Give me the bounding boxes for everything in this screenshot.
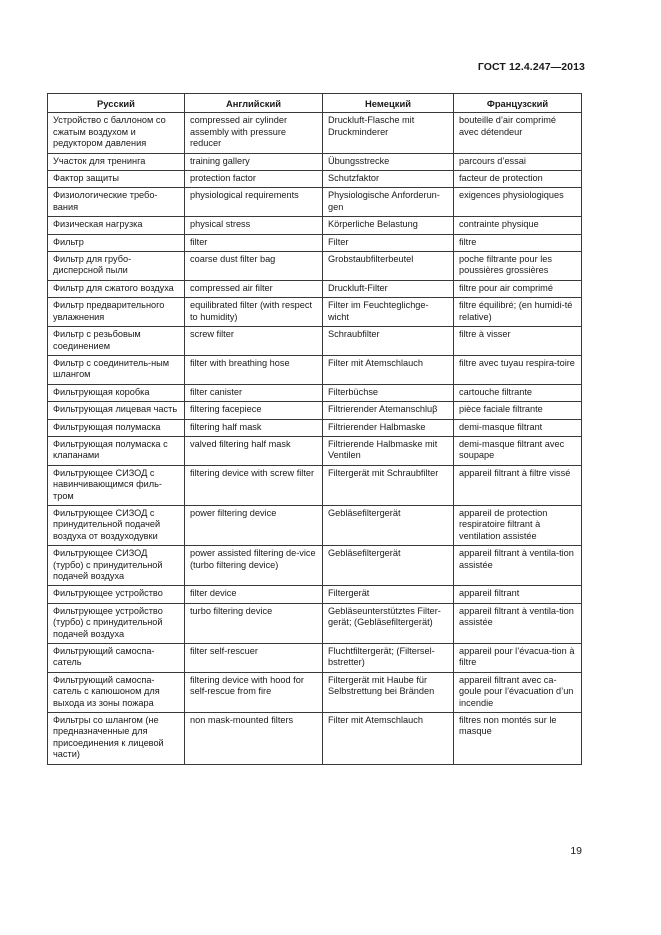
cell-french: appareil de protection respiratoire filtrant à ventilation assistée (454, 505, 582, 545)
cell-english: compressed air filter (185, 280, 323, 297)
cell-english: filtering facepiece (185, 402, 323, 419)
cell-russian: Физическая нагрузка (48, 217, 185, 234)
cell-french: cartouche filtrante (454, 384, 582, 401)
table-body (48, 113, 582, 764)
cell-russian: Фильтры со шлангом (не предназначенные для присоединения к лицевой части) (48, 713, 185, 765)
cell-english: power assisted filtering de-vice (turbo filtering device) (185, 546, 323, 586)
cell-german: Filtergerät mit Haube für Selbstrettung bei Bränden (323, 672, 454, 712)
cell-french: pièce faciale filtrante (454, 402, 582, 419)
cell-russian: Фильтрующий самоспа-сатель с капюшоном для выхода из зоны пожара (48, 672, 185, 712)
cell-french: filtre à visser (454, 327, 582, 356)
cell-german: Druckluft-Flasche mit Druckminderer (323, 113, 454, 153)
cell-english: filter self-rescuer (185, 644, 323, 673)
table-row (48, 298, 582, 327)
cell-english: filter canister (185, 384, 323, 401)
cell-russian: Фильтрующее устройство (48, 586, 185, 603)
cell-french: appareil filtrant (454, 586, 582, 603)
cell-german: Schraubfilter (323, 327, 454, 356)
table-row (48, 113, 582, 153)
cell-english: filtering device with screw filter (185, 465, 323, 505)
cell-english: screw filter (185, 327, 323, 356)
column-header-russian: Русский (48, 94, 185, 113)
cell-russian: Участок для тренинга (48, 153, 185, 170)
cell-english: equilibrated filter (with respect to humidity) (185, 298, 323, 327)
cell-english: filtering device with hood for self-rescue from fire (185, 672, 323, 712)
cell-german: Filter mit Atemschlauch (323, 355, 454, 384)
cell-english: filter device (185, 586, 323, 603)
cell-russian: Фактор защиты (48, 171, 185, 188)
standard-code: ГОСТ 12.4.247—2013 (477, 61, 585, 73)
cell-english: training gallery (185, 153, 323, 170)
table-row (48, 252, 582, 281)
table-row (48, 465, 582, 505)
table-row (48, 586, 582, 603)
table-row (48, 419, 582, 436)
table-row (48, 402, 582, 419)
table-row (48, 280, 582, 297)
cell-french: poche filtrante pour les poussières grossières (454, 252, 582, 281)
column-header-french: Французский (454, 94, 582, 113)
cell-german: Filter (323, 234, 454, 251)
column-header-german: Немецкий (323, 94, 454, 113)
cell-english: non mask-mounted filters (185, 713, 323, 765)
cell-russian: Фильтр с резьбовым соединением (48, 327, 185, 356)
cell-english: compressed air cylinder assembly with pressure reducer (185, 113, 323, 153)
cell-german: Gebläsefiltergerät (323, 546, 454, 586)
cell-german: Grobstaubfilterbeutel (323, 252, 454, 281)
cell-french: appareil pour l’évacua-tion à filtre (454, 644, 582, 673)
cell-french: demi-masque filtrant (454, 419, 582, 436)
cell-german: Körperliche Belastung (323, 217, 454, 234)
cell-english: power filtering device (185, 505, 323, 545)
header-row (48, 94, 582, 113)
cell-english: filter (185, 234, 323, 251)
cell-french: appareil filtrant à ventila-tion assistée (454, 603, 582, 643)
cell-french: appareil filtrant à filtre vissé (454, 465, 582, 505)
table-row (48, 188, 582, 217)
cell-german: Gebläseunterstütztes Filter-gerät; (Gebläsefiltergerät) (323, 603, 454, 643)
table-row (48, 672, 582, 712)
cell-russian: Фильтр предварительного увлажнения (48, 298, 185, 327)
cell-german: Filter im Feuchteglichge-wicht (323, 298, 454, 327)
cell-german: Filtergerät (323, 586, 454, 603)
table-row (48, 171, 582, 188)
cell-english: valved filtering half mask (185, 436, 323, 465)
table-row (48, 546, 582, 586)
cell-french: contrainte physique (454, 217, 582, 234)
cell-german: Filterbüchse (323, 384, 454, 401)
terms-table (47, 93, 582, 765)
cell-french: filtre avec tuyau respira-toire (454, 355, 582, 384)
cell-english: turbo filtering device (185, 603, 323, 643)
cell-german: Physiologische Anforderun-gen (323, 188, 454, 217)
cell-russian: Устройство с баллоном со сжатым воздухом и редуктором давления (48, 113, 185, 153)
cell-french: appareil filtrant avec ca-goule pour l’évacuation d’un incendie (454, 672, 582, 712)
cell-german: Filtrierende Halbmaske mit Ventilen (323, 436, 454, 465)
cell-french: appareil filtrant à ventila-tion assistée (454, 546, 582, 586)
table-row (48, 644, 582, 673)
table-row (48, 713, 582, 765)
cell-french: demi-masque filtrant avec soupape (454, 436, 582, 465)
cell-english: physical stress (185, 217, 323, 234)
table-row (48, 355, 582, 384)
table-row (48, 505, 582, 545)
cell-german: Druckluft-Filter (323, 280, 454, 297)
cell-russian: Фильтрующая коробка (48, 384, 185, 401)
cell-german: Übungsstrecke (323, 153, 454, 170)
cell-french: bouteille d’air comprimé avec détendeur (454, 113, 582, 153)
cell-russian: Фильтрующее устройство (турбо) с принудительной подачей воздуха (48, 603, 185, 643)
cell-german: Filtergerät mit Schraubfilter (323, 465, 454, 505)
cell-russian: Фильтрующее СИЗОД с навинчивающимся филь-тром (48, 465, 185, 505)
cell-english: filtering half mask (185, 419, 323, 436)
cell-german: Filter mit Atemschlauch (323, 713, 454, 765)
cell-russian: Фильтр для грубо-дисперсной пыли (48, 252, 185, 281)
cell-russian: Фильтрующая лицевая часть (48, 402, 185, 419)
cell-russian: Фильтрующая полумаска (48, 419, 185, 436)
cell-russian: Фильтрующее СИЗОД с принудительной подачей воздуха от воздуходувки (48, 505, 185, 545)
cell-russian: Фильтрующая полумаска с клапанами (48, 436, 185, 465)
cell-english: coarse dust filter bag (185, 252, 323, 281)
cell-russian: Фильтр с соединитель-ным шлангом (48, 355, 185, 384)
cell-french: parcours d’essai (454, 153, 582, 170)
cell-russian: Фильтр (48, 234, 185, 251)
cell-russian: Фильтр для сжатого воздуха (48, 280, 185, 297)
table-row (48, 327, 582, 356)
table-row (48, 234, 582, 251)
cell-german: Schutzfaktor (323, 171, 454, 188)
cell-french: filtre équilibré; (en humidi-té relative) (454, 298, 582, 327)
table-row (48, 603, 582, 643)
cell-russian: Физиологические требо-вания (48, 188, 185, 217)
cell-russian: Фильтрующий самоспа-сатель (48, 644, 185, 673)
cell-english: protection factor (185, 171, 323, 188)
cell-english: physiological requirements (185, 188, 323, 217)
column-header-english: Английский (185, 94, 323, 113)
cell-french: facteur de protection (454, 171, 582, 188)
table-row (48, 384, 582, 401)
table-row (48, 217, 582, 234)
cell-russian: Фильтрующее СИЗОД (турбо) с принудительной подачей воздуха (48, 546, 185, 586)
cell-german: Gebläsefiltergerät (323, 505, 454, 545)
cell-german: Filtrierender Halbmaske (323, 419, 454, 436)
cell-german: Filtrierender Atemanschluβ (323, 402, 454, 419)
table-row (48, 153, 582, 170)
cell-french: filtre pour air comprimé (454, 280, 582, 297)
cell-french: filtres non montés sur le masque (454, 713, 582, 765)
cell-french: filtre (454, 234, 582, 251)
cell-french: exigences physiologiques (454, 188, 582, 217)
table-row (48, 436, 582, 465)
cell-english: filter with breathing hose (185, 355, 323, 384)
cell-german: Fluchtfiltergerät; (Filtersel-bstretter) (323, 644, 454, 673)
page-number: 19 (570, 845, 582, 857)
